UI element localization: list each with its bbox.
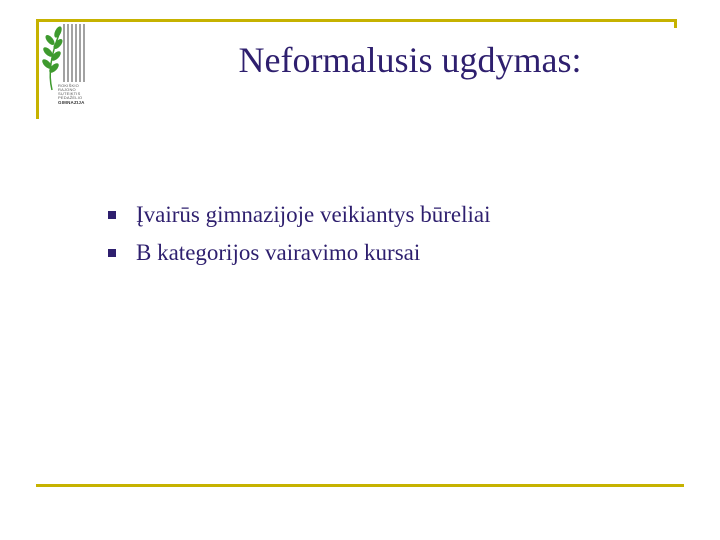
list-item (108, 234, 490, 272)
square-bullet-icon (108, 211, 116, 219)
slide-title: Neformalusis ugdymas: (238, 40, 582, 80)
list-item-text: Įvairūs gimnazijoje veikiantys būreliai (136, 202, 491, 227)
logo-school-name: GIMNAZIJA (58, 100, 85, 105)
list-item (108, 196, 490, 234)
logo-line: SUTEIKTIS (58, 91, 81, 96)
logo-line: RAJONO (58, 87, 76, 92)
logo-line: PĖDAŽĖLIO (58, 95, 83, 100)
column-lines-icon (64, 24, 84, 82)
leaf-branch-icon (41, 25, 65, 90)
list-item-text: B kategorijos vairavimo kursai (136, 240, 421, 265)
bullet-list (108, 196, 490, 272)
logo-line: ROKIŠKIO (58, 83, 79, 88)
logo-caption (58, 84, 148, 105)
frame-bottom-line (36, 484, 684, 487)
square-bullet-icon (108, 249, 116, 257)
frame-right-tick (674, 19, 677, 28)
